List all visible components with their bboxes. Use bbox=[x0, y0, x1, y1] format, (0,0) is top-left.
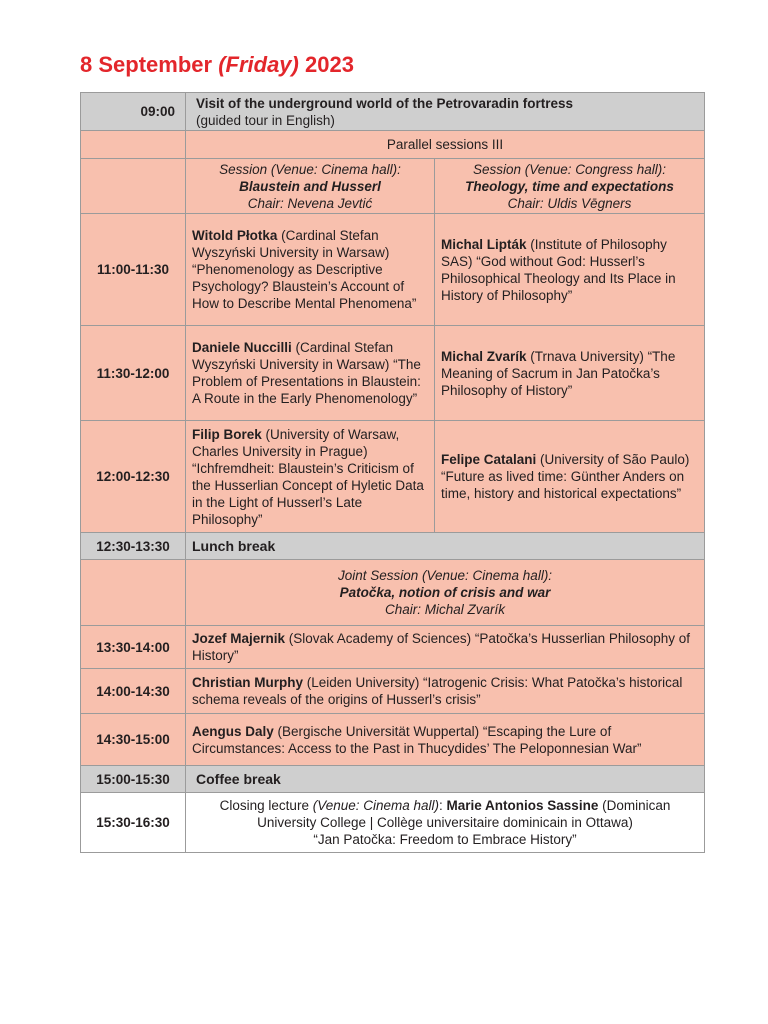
day-date: 8 September bbox=[80, 52, 213, 77]
lunch-row bbox=[81, 533, 705, 560]
joint-talk bbox=[186, 714, 705, 766]
talk-details: (University of São Paulo) “Future as lived time: Günther Anders on time, history and historical expectations” bbox=[441, 452, 690, 501]
joint-talk bbox=[186, 626, 705, 669]
talk-speaker: Christian Murphy bbox=[192, 675, 304, 690]
talk-details: (Cardinal Stefan Wyszyński University in Warsaw) “Phenomenology as Descriptive Psychology? Blaustein’s Account of How to Describe Mental Phenomena” bbox=[192, 228, 417, 311]
closing-speaker: Marie Antonios Sassine bbox=[446, 798, 599, 813]
talk-details: (University of Warsaw, Charles University in Prague) “Ichfremdheit: Blaustein’s Criticism of the Husserlian Concept of Hyletic Data in the Light of Husserl’s Late Philosophy” bbox=[192, 426, 424, 527]
session-a-venue: Session (Venue: Cinema hall): bbox=[219, 161, 401, 177]
parallel-header-row bbox=[81, 131, 705, 159]
joint-talk bbox=[186, 669, 705, 714]
tour-time: 09:00 bbox=[81, 93, 186, 131]
session-b-venue: Session (Venue: Congress hall): bbox=[472, 161, 667, 177]
session-a-chair: Chair: Nevena Jevtić bbox=[247, 195, 373, 211]
joint-talk-row bbox=[81, 669, 705, 714]
schedule-table bbox=[80, 92, 705, 853]
talk-details: (Bergische Universität Wuppertal) “Escaping the Lure of Circumstances: Access to the Past in Thucydides’ The Peloponnesian War” bbox=[192, 723, 642, 756]
closing-affiliation: (Dominican University College | Collège universitaire dominicain in Ottawa) bbox=[257, 798, 671, 830]
session-b-chair: Chair: Uldis Vēgners bbox=[507, 195, 632, 211]
tour-row bbox=[81, 93, 705, 131]
closing-row bbox=[81, 793, 705, 853]
closing-cell bbox=[186, 793, 705, 853]
talk-details: (Leiden University) “Iatrogenic Crisis: What Patočka’s historical schema reveals of the origins of Husserl’s crisis” bbox=[192, 675, 683, 707]
day-year: 2023 bbox=[305, 52, 354, 77]
talk-details: (Slovak Academy of Sciences) “Patočka’s Husserlian Philosophy of History” bbox=[192, 631, 690, 663]
talk-speaker: Aengus Daly bbox=[192, 723, 274, 739]
session-b-title: Theology, time and expectations bbox=[465, 178, 674, 194]
joint-header bbox=[186, 560, 705, 626]
session-a-title: Blaustein and Husserl bbox=[239, 178, 381, 194]
slot-row bbox=[81, 326, 705, 421]
joint-time: 13:30-14:00 bbox=[81, 626, 186, 669]
talk-details: (Institute of Philosophy SAS) “God without God: Husserl’s Philosophical Theology and Its Place in History of Philosophy” bbox=[441, 236, 676, 303]
tour-title: Visit of the underground world of the Petrovaradin fortress bbox=[196, 95, 574, 111]
closing-colon: : bbox=[439, 798, 447, 813]
slot-talk-a bbox=[186, 214, 435, 326]
joint-header-row bbox=[81, 560, 705, 626]
session-b-header bbox=[435, 159, 705, 214]
talk-speaker: Filip Borek bbox=[192, 426, 262, 442]
talk-speaker: Witold Płotka bbox=[192, 228, 278, 243]
joint-time: 14:00-14:30 bbox=[81, 669, 186, 714]
slot-talk-a bbox=[186, 326, 435, 421]
day-title bbox=[80, 52, 354, 78]
slot-talk-b bbox=[435, 214, 705, 326]
slot-row bbox=[81, 421, 705, 533]
tour-subtitle: (guided tour in English) bbox=[196, 112, 335, 128]
joint-chair: Chair: Michal Zvarík bbox=[384, 602, 506, 617]
coffee-row bbox=[81, 766, 705, 793]
slot-talk-a bbox=[186, 421, 435, 533]
day-weekday: (Friday) bbox=[218, 52, 299, 77]
parallel-label: Parallel sessions III bbox=[186, 131, 705, 159]
talk-speaker: Daniele Nuccilli bbox=[192, 340, 292, 355]
slot-time: 12:00-12:30 bbox=[81, 421, 186, 533]
slot-time: 11:30-12:00 bbox=[81, 326, 186, 421]
talk-speaker: Jozef Majernik bbox=[192, 631, 286, 646]
joint-talk-row bbox=[81, 626, 705, 669]
lunch-time: 12:30-13:30 bbox=[81, 533, 186, 560]
talk-speaker: Michal Lipták bbox=[441, 236, 527, 252]
joint-title: Patočka, notion of crisis and war bbox=[339, 585, 551, 600]
joint-talk-row bbox=[81, 714, 705, 766]
lunch-label: Lunch break bbox=[186, 533, 705, 560]
talk-details: (Cardinal Stefan Wyszyński University in Warsaw) “The Problem of Presentations in Blaustein: A Route in the Early Phenomenology” bbox=[192, 340, 421, 406]
joint-header-blank bbox=[81, 560, 186, 626]
closing-venue: (Venue: Cinema hall) bbox=[312, 798, 440, 813]
closing-time: 15:30-16:30 bbox=[81, 793, 186, 853]
talk-speaker: Michal Zvarík bbox=[441, 348, 527, 364]
closing-title: “Jan Patočka: Freedom to Embrace History” bbox=[313, 832, 577, 847]
slot-row bbox=[81, 214, 705, 326]
coffee-label: Coffee break bbox=[186, 766, 705, 793]
slot-talk-b bbox=[435, 421, 705, 533]
talk-speaker: Felipe Catalani bbox=[441, 452, 537, 467]
talk-details: (Trnava University) “The Meaning of Sacrum in Jan Patočka’s Philosophy of History” bbox=[441, 348, 676, 398]
joint-time: 14:30-15:00 bbox=[81, 714, 186, 766]
slot-time: 11:00-11:30 bbox=[81, 214, 186, 326]
tour-cell bbox=[186, 93, 705, 131]
closing-prefix: Closing lecture bbox=[219, 798, 313, 813]
slot-talk-b bbox=[435, 326, 705, 421]
session-a-header bbox=[186, 159, 435, 214]
coffee-time: 15:00-15:30 bbox=[81, 766, 186, 793]
parallel-header-blank bbox=[81, 131, 186, 159]
joint-venue: Joint Session (Venue: Cinema hall): bbox=[337, 568, 553, 583]
session-titles-blank bbox=[81, 159, 186, 214]
session-titles-row bbox=[81, 159, 705, 214]
